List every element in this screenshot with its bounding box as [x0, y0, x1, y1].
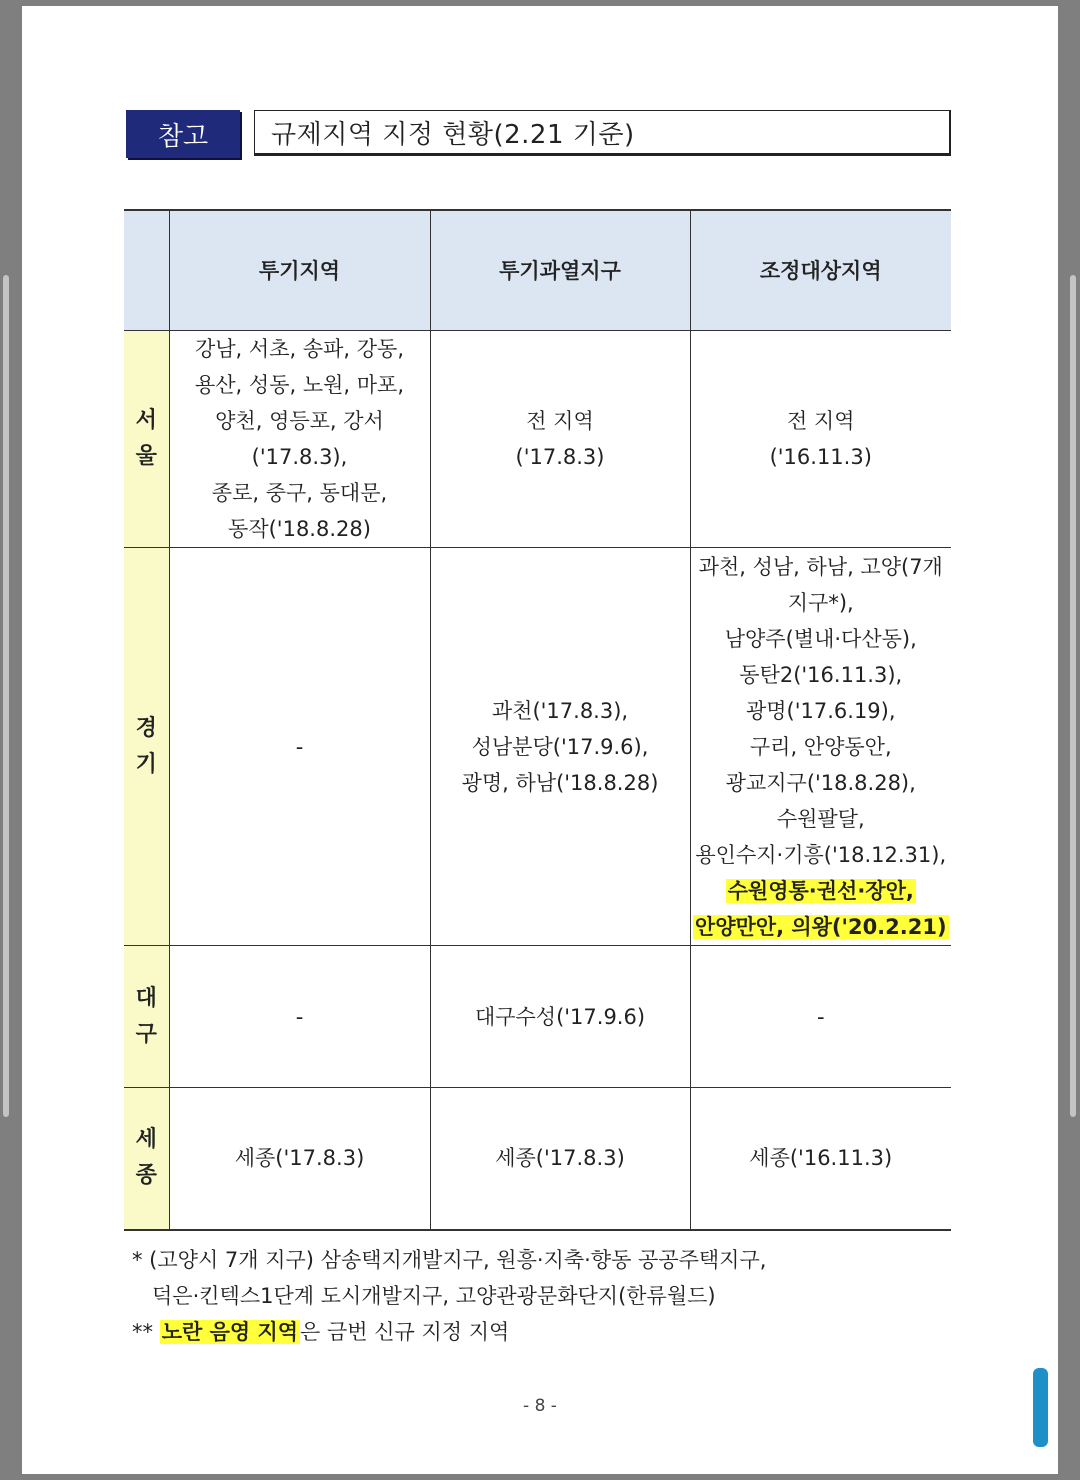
region-cell — [124, 548, 169, 946]
cell-line: 세종('16.11.3) — [749, 1146, 893, 1171]
cell-line: 성남분당('17.9.6), — [471, 734, 649, 759]
region-cell — [124, 1088, 169, 1230]
region-char: 경 — [135, 715, 157, 741]
cell-line: - — [816, 1004, 825, 1029]
speculation-zone-cell — [169, 1088, 430, 1230]
cell-line: 동탄2('16.11.3), — [739, 662, 903, 687]
left-scroll-track — [3, 275, 9, 1117]
cell-line: 과천('17.8.3), — [491, 698, 629, 723]
adjustment-area-cell — [690, 1088, 951, 1230]
region-char: 종 — [135, 1163, 157, 1189]
cell-line: 과천, 성남, 하남, 고양(7개 — [698, 554, 943, 579]
cell-line: 양천, 영등포, 강서('17.8.3), — [215, 409, 384, 469]
cell-line-highlighted: 안양만안, 의왕('20.2.21) — [694, 914, 947, 939]
table-row — [124, 548, 951, 946]
footnotes — [132, 1242, 766, 1350]
table-row — [124, 1088, 951, 1230]
speculation-zone-cell — [169, 946, 430, 1088]
cell-line: - — [295, 734, 304, 759]
region-char: 대 — [135, 985, 157, 1011]
footnote-1-line-1: * (고양시 7개 지구) 삼송택지개발지구, 원흥·지축·향동 공공주택지구, — [132, 1248, 767, 1272]
region-cell — [124, 331, 169, 548]
region-cell — [124, 946, 169, 1088]
cell-line: 구리, 안양동안, — [749, 734, 892, 759]
cell-line: 용인수지·기흥('18.12.31), — [695, 842, 947, 867]
header-corner — [124, 210, 169, 331]
cell-line: 광교지구('18.8.28), — [725, 770, 916, 795]
cell-line: 세종('17.8.3) — [495, 1146, 625, 1171]
cell-line: 강남, 서초, 송파, 강동, — [194, 337, 404, 361]
overheated-district-cell — [430, 946, 690, 1088]
speculation-zone-cell — [169, 331, 430, 548]
cell-line: 광명, 하남('18.8.28) — [461, 770, 659, 795]
table-row — [124, 331, 951, 548]
region-char: 세 — [135, 1127, 157, 1153]
cell-line: 전 지역 — [526, 409, 594, 433]
adjustment-area-cell — [690, 331, 951, 548]
cell-line: 지구*), — [787, 590, 854, 615]
footnote-2 — [132, 1314, 766, 1350]
right-scroll-track — [1070, 275, 1076, 1117]
table-row — [124, 946, 951, 1088]
region-char: 기 — [135, 751, 157, 777]
region-char: 구 — [135, 1021, 157, 1047]
overheated-district-cell — [430, 548, 690, 946]
footnote-2-suffix: 은 금번 신규 지정 지역 — [300, 1320, 510, 1344]
header-adjustment-area: 조정대상지역 — [690, 210, 951, 331]
reference-label: 참고 — [126, 110, 240, 158]
cell-line: 광명('17.6.19), — [745, 698, 896, 723]
cell-line: - — [295, 1004, 304, 1029]
region-char: 서 — [135, 408, 157, 433]
cell-line: 대구수성('17.9.6) — [474, 1004, 646, 1029]
table-header-row — [124, 210, 951, 331]
overheated-district-cell — [430, 1088, 690, 1230]
cell-line: 세종('17.8.3) — [234, 1146, 365, 1171]
cell-line: 수원팔달, — [776, 806, 865, 831]
footnote-1-line-2: 덕은·킨텍스1단계 도시개발지구, 고양관광문화단지(한류월드) — [152, 1284, 716, 1308]
cell-line: 동작('18.8.28) — [228, 517, 371, 541]
cell-line: ('17.8.3) — [515, 445, 605, 469]
cell-line: 남양주(별내·다산동), — [724, 626, 917, 651]
cell-line: ('16.11.3) — [769, 445, 872, 469]
speculation-zone-cell — [169, 548, 430, 946]
cell-line: 종로, 중구, 동대문, — [211, 481, 388, 505]
header-speculation-zone: 투기지역 — [169, 210, 430, 331]
section-title: 규제지역 지정 현황(2.21 기준) — [254, 110, 951, 156]
footnote-2-highlight: 노란 음영 지역 — [161, 1320, 299, 1344]
regulation-table — [124, 209, 951, 1231]
cell-line: 용산, 성동, 노원, 마포, — [194, 373, 404, 397]
cell-line-highlighted: 수원영통·권선·장안, — [727, 878, 914, 903]
footnote-2-prefix: ** — [132, 1320, 160, 1344]
region-char: 울 — [135, 444, 157, 469]
page-number: - 8 - — [523, 1396, 557, 1416]
adjustment-area-cell — [690, 946, 951, 1088]
overheated-district-cell — [430, 331, 690, 548]
cell-line: 전 지역 — [786, 409, 855, 433]
adjustment-area-cell — [690, 548, 951, 946]
header-overheated-district: 투기과열지구 — [430, 210, 690, 331]
